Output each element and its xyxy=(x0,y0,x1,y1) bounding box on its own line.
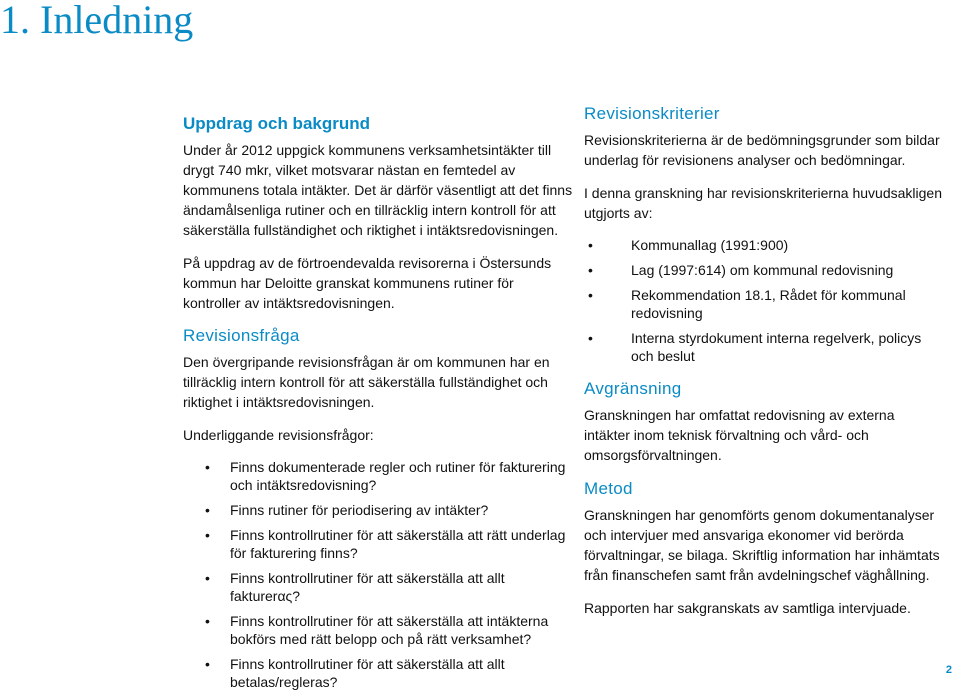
list-item: • Rekommendation 18.1, Rådet för kommunal redovisning xyxy=(588,287,906,321)
bullet-icon: • xyxy=(588,330,593,346)
page-number: 2 xyxy=(945,664,952,676)
list-item: • Finns kontrollrutiner för att säkerställa att allt betalas/regleras? xyxy=(205,656,505,690)
left-column xyxy=(183,100,573,698)
bullet-icon: • xyxy=(205,656,210,672)
bullet-icon: • xyxy=(205,613,210,629)
section-heading-uppdrag: Uppdrag och bakgrund xyxy=(183,114,370,133)
uppdrag-paragraph-1: Under år 2012 uppgick kommunens verksamhetsintäkter till drygt 740 mkr, vilket motsvarar nästan en femtedel av kommunens totala intäkter. Det är därför väsentligt att det finns ändamålsenliga rutiner och en tillräcklig intern kontroll för att säkerställa fullständighet och riktighet i intäktsredovisningen. xyxy=(183,142,573,238)
bullet-icon: • xyxy=(588,287,593,303)
bullet-icon: • xyxy=(588,237,593,253)
revisionsfraga-paragraph-1: Den övergripande revisionsfrågan är om kommunen har en tillräcklig intern kontroll för att säkerställa fullständighet och riktighet i intäktsredovisningen. xyxy=(183,354,550,410)
section-heading-revisionsfraga: Revisionsfråga xyxy=(183,326,300,345)
list-item: • Finns kontrollrutiner för att säkerställa att intäkterna bokförs med rätt belopp och på rätt verksamhet? xyxy=(205,613,549,647)
metod-paragraph-2: Rapporten har sakgranskats av samtliga intervjuade. xyxy=(584,600,911,616)
bullet-icon: • xyxy=(205,527,210,543)
metod-paragraph-1: Granskningen har genomförts genom dokumentanalyser och intervjuer med ansvariga ekonomer vid berörda förvaltningar, se bilaga. Skriftlig information har inhämtats från finanschefen samt från avdelningschef väghållning. xyxy=(584,507,940,583)
kriterier-paragraph-1: Revisionskriterierna är de bedömningsgrunder som bildar underlag för revisionens analyser och bedömningar. xyxy=(584,132,940,168)
list-item: • Finns dokumenterade regler och rutiner för fakturering och intäktsredovisning? xyxy=(205,459,566,493)
page-title: 1. Inledning xyxy=(0,0,194,42)
list-item: • Lag (1997:614) om kommunal redovisning xyxy=(588,262,894,278)
revisionsfragor-list xyxy=(183,458,573,691)
bullet-icon: • xyxy=(205,570,210,586)
list-item: • Finns kontrollrutiner för att säkerställa att rätt underlag för fakturering finns? xyxy=(205,527,566,561)
section-heading-metod: Metod xyxy=(584,479,633,498)
section-heading-avgransning: Avgränsning xyxy=(584,379,682,398)
list-item: • Interna styrdokument interna regelverk, policys och beslut xyxy=(588,330,922,364)
avgransning-paragraph-1: Granskningen har omfattat redovisning av externa intäkter inom teknisk förvaltning och vård- och omsorgsförvaltningen. xyxy=(584,407,895,463)
section-heading-revisionskriterier: Revisionskriterier xyxy=(584,104,720,123)
right-column xyxy=(584,100,944,631)
bullet-icon: • xyxy=(205,459,210,475)
list-item: • Kommunallag (1991:900) xyxy=(588,237,789,253)
bullet-icon: • xyxy=(205,502,210,518)
list-item: • Finns kontrollrutiner för att säkerställa att allt fakturerας? xyxy=(205,570,505,604)
kriterier-list xyxy=(584,236,944,365)
revisionsfraga-paragraph-2: Underliggande revisionsfrågor: xyxy=(183,427,374,443)
list-item: • Finns rutiner för periodisering av intäkter? xyxy=(205,502,489,518)
kriterier-paragraph-2: I denna granskning har revisionskriterierna huvudsakligen utgjorts av: xyxy=(584,185,942,221)
bullet-icon: • xyxy=(588,262,593,278)
uppdrag-paragraph-2: På uppdrag av de förtroendevalda revisorerna i Östersunds kommun har Deloitte granskat kommunens rutiner för kontroller av intäktsredovisningen. xyxy=(183,255,552,311)
